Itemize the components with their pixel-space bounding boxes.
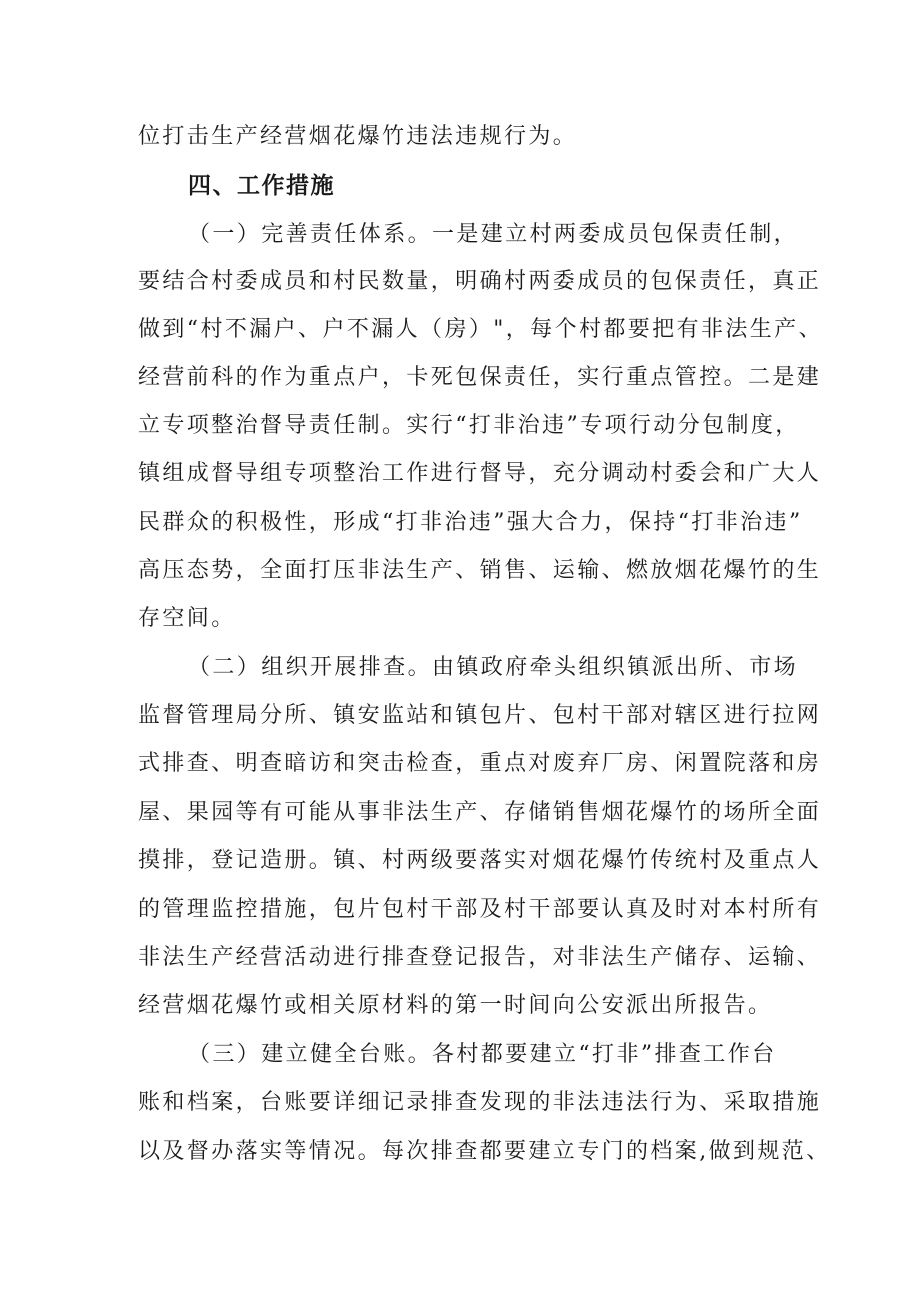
text-line: 摸排，登记造册。镇、村两级要落实对烟花爆竹传统村及重点人: [138, 848, 822, 873]
text-line: 要结合村委成员和村民数量，明确村两委成员的包保责任，真正: [138, 269, 822, 294]
text-line: 高压态势，全面打压非法生产、销售、运输、燃放烟花爆竹的生: [138, 558, 822, 583]
text-line: 账和档案，台账要详细记录排查发现的非法违法行为、采取措施: [138, 1090, 822, 1115]
text-line: 经营烟花爆竹或相关原材料的第一时间向公安派出所报告。: [138, 993, 773, 1018]
text-line: 屋、果园等有可能从事非法生产、存储销售烟花爆竹的场所全面: [138, 800, 822, 825]
text-line: 镇组成督导组专项整治工作进行督导，充分调动村委会和广大人: [138, 461, 822, 486]
text-line: 民群众的积极性，形成“打非治违”强大合力，保持“打非治违”: [138, 510, 803, 535]
text-line: 存空间。: [138, 606, 236, 631]
text-line: 位打击生产经营烟花爆竹违法违规行为。: [138, 124, 578, 149]
text-line: 做到“村不漏户、户不漏人（房）"，每个村都要把有非法生产、: [138, 317, 823, 342]
text-line: 监督管理局分所、镇安监站和镇包片、包村干部对辖区进行拉网: [138, 703, 822, 728]
text-line: 式排查、明查暗访和突击检查，重点对废弃厂房、闲置院落和房: [138, 751, 822, 776]
section-heading: 四、工作措施: [188, 173, 335, 199]
text-line: 非法生产经营活动进行排查登记报告，对非法生产储存、运输、: [138, 945, 822, 970]
text-line: 的管理监控措施，包片包村干部及村干部要认真及时对本村所有: [138, 897, 822, 922]
paragraph-first-line: （一）完善责任体系。一是建立村两委成员包保责任制，: [188, 222, 799, 247]
text-line: 以及督办落实等情况。每次排查都要建立专门的档案,做到规范、: [138, 1139, 831, 1164]
paragraph-first-line: （三）建立健全台账。各村都要建立“打非”排查工作台: [188, 1042, 777, 1067]
paragraph-first-line: （二）组织开展排查。由镇政府牵头组织镇派出所、市场: [188, 655, 799, 680]
text-line: 立专项整治督导责任制。实行“打非治违”专项行动分包制度，: [138, 413, 800, 438]
text-line: 经营前科的作为重点户，卡死包保责任，实行重点管控。二是建: [138, 365, 822, 390]
